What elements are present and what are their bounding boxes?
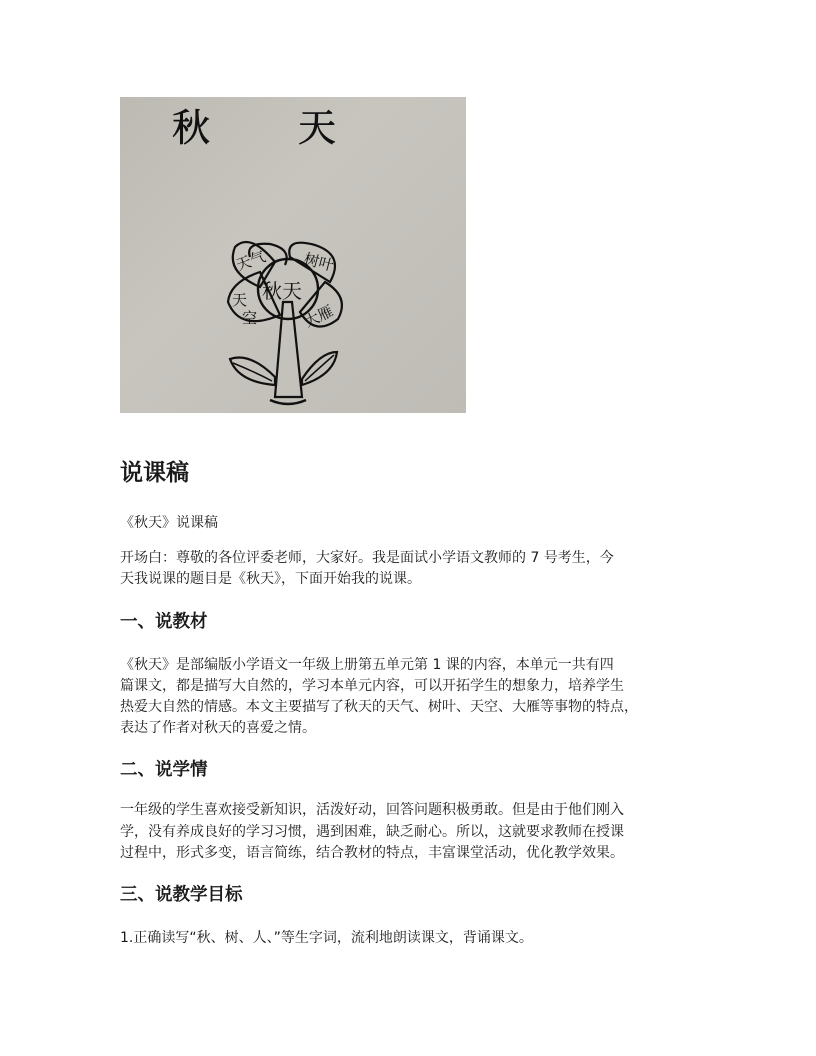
- section-2-line-1: 一年级的学生喜欢接受新知识，活泼好动，回答问题积极勇敢。但是由于他们刚入: [120, 802, 624, 818]
- section-1-line-3: 热爱大自然的情感。本文主要描写了秋天的天气、树叶、天空、大雁等事物的特点，: [120, 699, 638, 715]
- section-1-line-1: 《秋天》是部编版小学语文一年级上册第五单元第 1 课的内容，本单元一共有四: [120, 657, 614, 673]
- section-3-goal-1: 1.正确读写“秋、树、人、”等生字词，流利地朗读课文，背诵课文。: [120, 930, 533, 946]
- photo-petal-sky-2: 空: [242, 309, 258, 327]
- section-2-line-2: 学，没有养成良好的学习习惯，遇到困难，缺乏耐心。所以，这就要求教师在授课: [120, 824, 624, 840]
- section-1-title: 一、说教材: [120, 612, 208, 632]
- photo-title-char-2: 天: [298, 106, 337, 150]
- opening-line-1: 开场白：尊敬的各位评委老师，大家好。我是面试小学语文教师的 7 号考生，今: [120, 550, 614, 566]
- handwritten-diagram-photo: [120, 97, 466, 413]
- photo-center-text: 秋天: [262, 279, 302, 303]
- photo-petal-geese: 大雁: [301, 302, 337, 332]
- page-title: 说课稿: [120, 460, 189, 486]
- photo-title-char-1: 秋: [172, 106, 211, 150]
- photo-petal-sky-1: 天: [232, 291, 248, 309]
- opening-line-2: 天我说课的题目是《秋天》，下面开始我的说课。: [120, 571, 421, 587]
- section-1-line-2: 篇课文，都是描写大自然的，学习本单元内容，可以开拓学生的想象力，培养学生: [120, 678, 624, 694]
- section-2-title: 二、说学情: [120, 760, 208, 780]
- section-1-line-4: 表达了作者对秋天的喜爱之情。: [120, 720, 316, 736]
- subtitle: 《秋天》说课稿: [120, 515, 218, 531]
- photo-petal-leaves: 树叶: [302, 249, 336, 275]
- photo-petal-weather: 天气: [233, 247, 269, 275]
- section-2-line-3: 过程中，形式多变，语言简练，结合教材的特点，丰富课堂活动，优化教学效果。: [120, 845, 624, 861]
- section-3-title: 三、说教学目标: [120, 885, 243, 905]
